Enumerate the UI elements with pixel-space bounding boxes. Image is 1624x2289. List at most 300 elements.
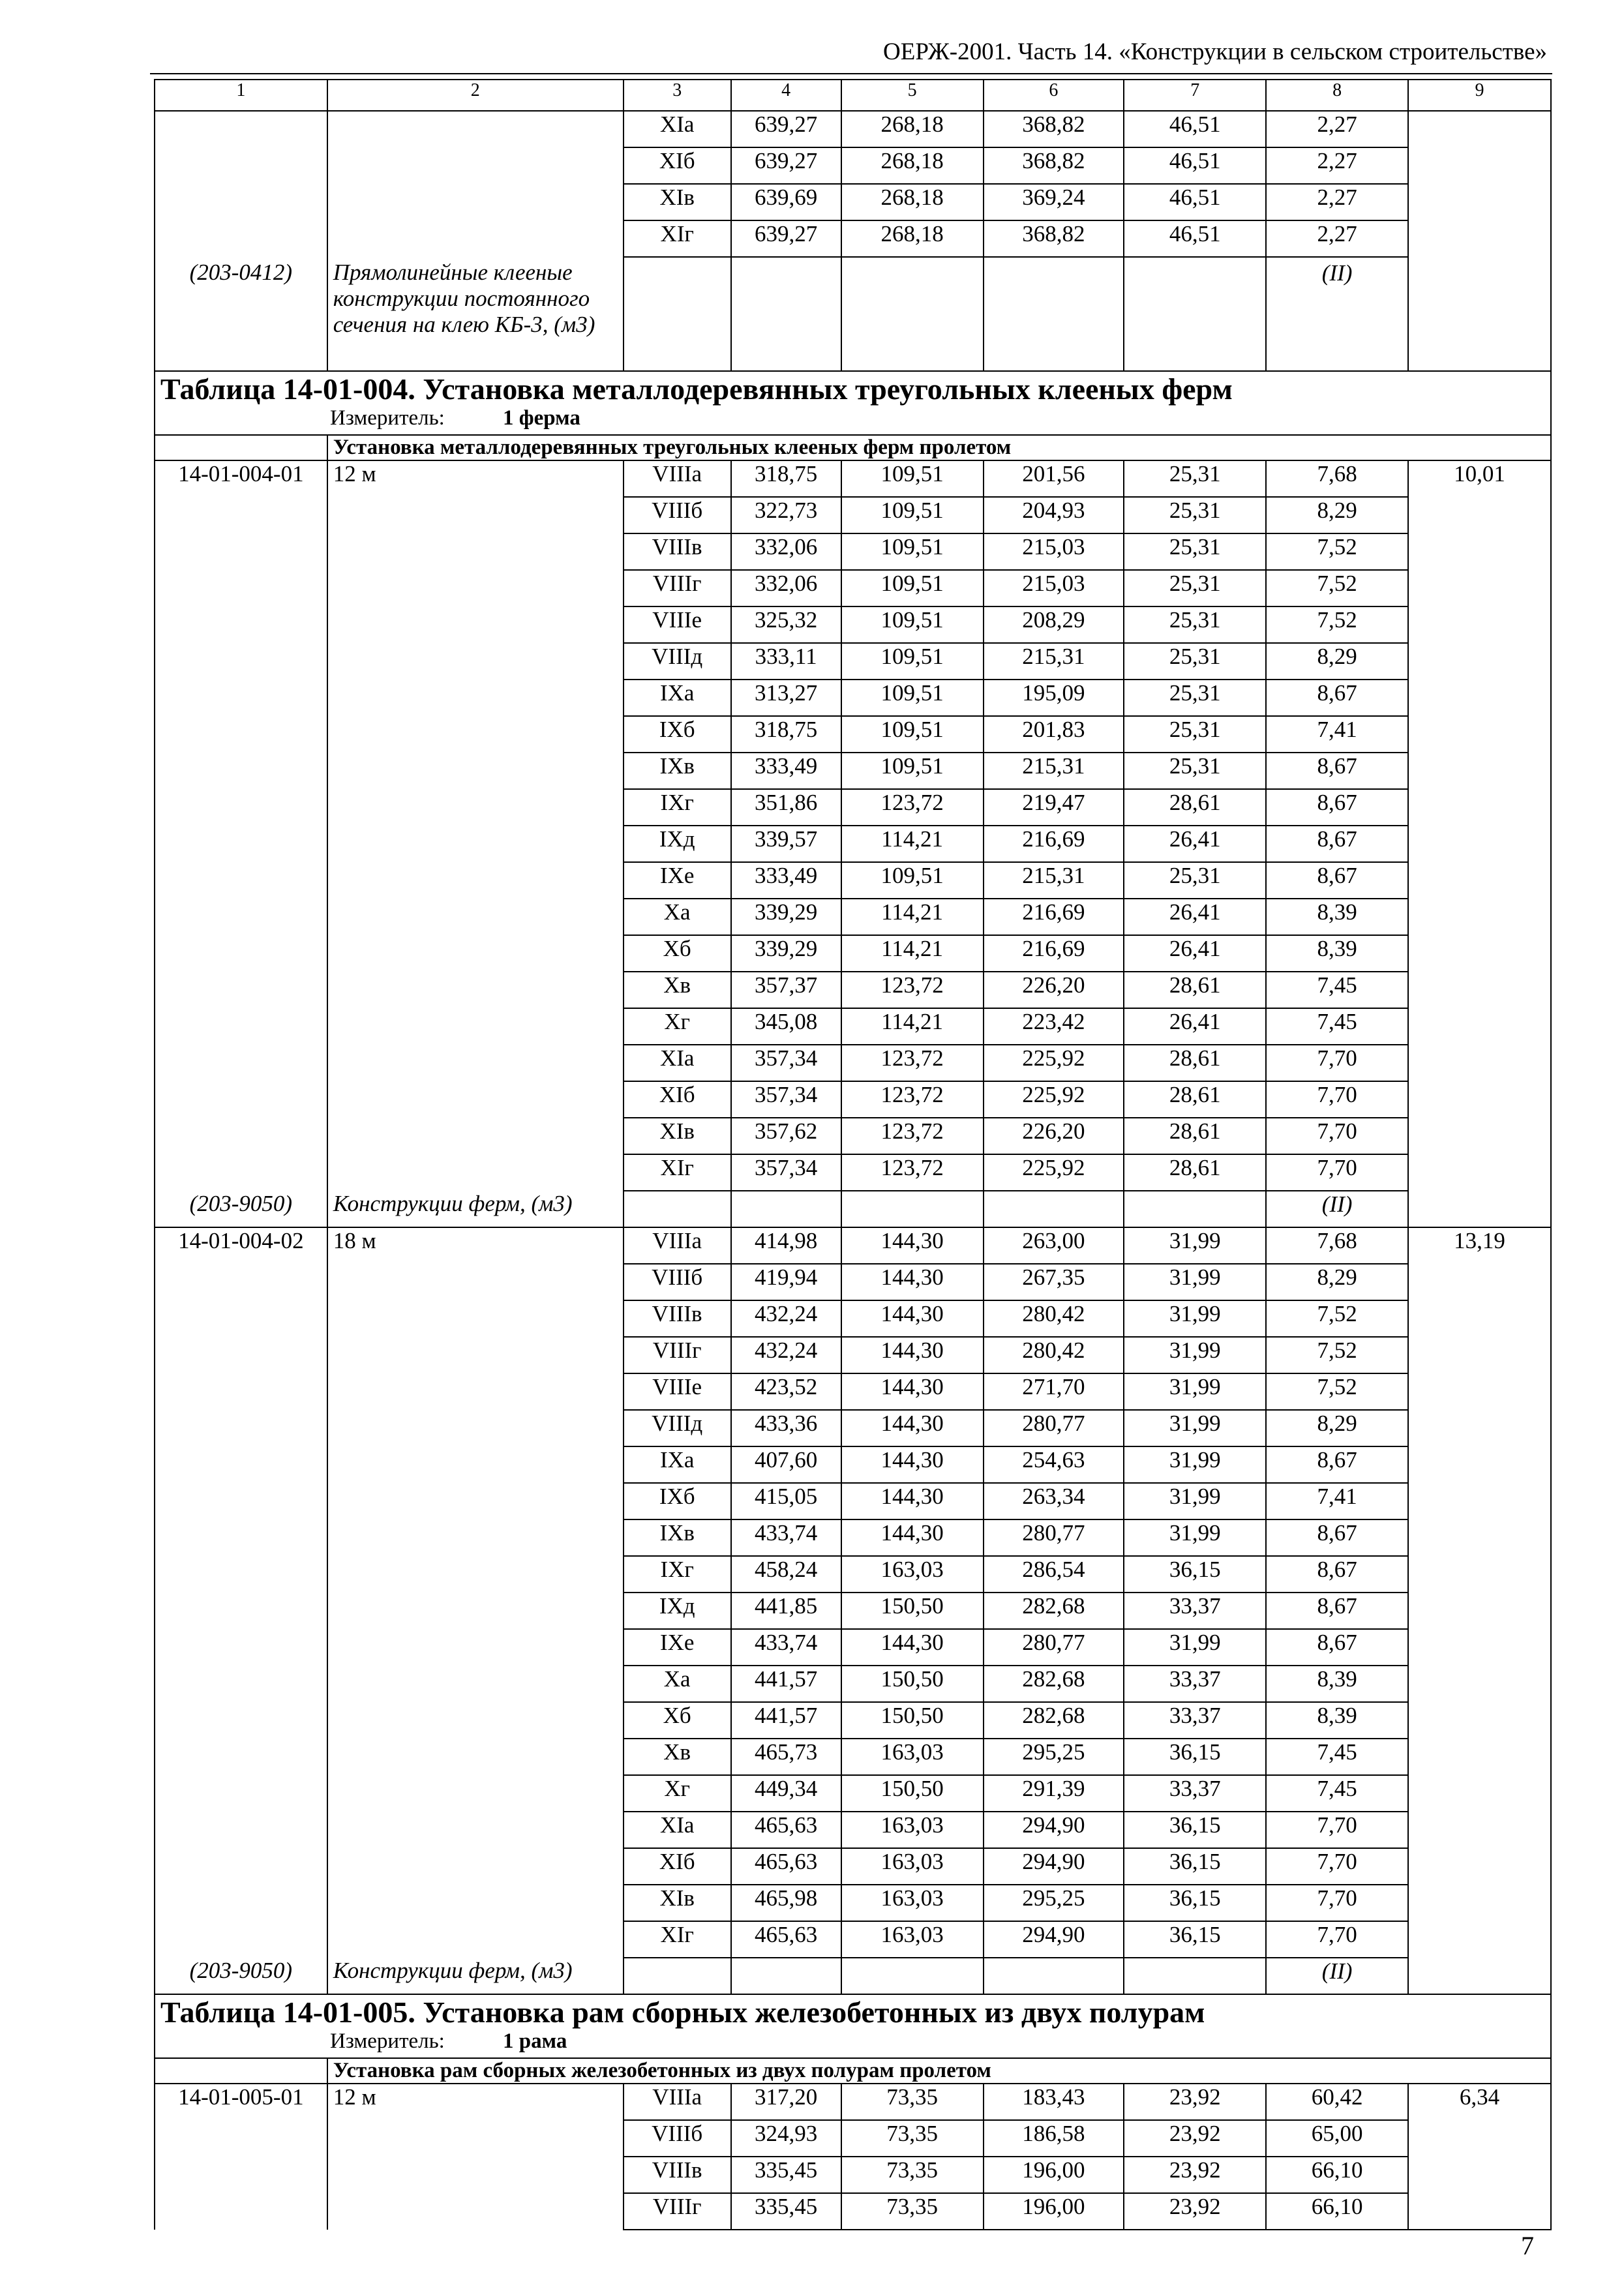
zone-cell: Xв bbox=[624, 972, 731, 1008]
value-cell: 31,99 bbox=[1124, 1410, 1266, 1446]
value-cell: 333,11 bbox=[731, 643, 841, 680]
col9-value bbox=[1408, 111, 1551, 371]
zone-cell: Xг bbox=[624, 1775, 731, 1812]
empty-cell bbox=[624, 1191, 731, 1227]
zone-cell: XIа bbox=[624, 1812, 731, 1848]
col9-value: 13,19 bbox=[1408, 1227, 1551, 1994]
value-cell: 186,58 bbox=[984, 2120, 1124, 2157]
value-cell: 271,70 bbox=[984, 1373, 1124, 1410]
empty-cell bbox=[984, 1191, 1124, 1227]
zone-cell: XIв bbox=[624, 1885, 731, 1921]
value-cell: 449,34 bbox=[731, 1775, 841, 1812]
value-cell: 109,51 bbox=[841, 497, 984, 533]
zone-cell: VIIIб bbox=[624, 2120, 731, 2157]
resource-class: (II) bbox=[1266, 1191, 1408, 1227]
value-cell: 60,42 bbox=[1266, 2084, 1408, 2120]
value-cell: 263,34 bbox=[984, 1483, 1124, 1519]
value-cell: 28,61 bbox=[1124, 1118, 1266, 1154]
value-cell: 324,93 bbox=[731, 2120, 841, 2157]
zone-cell: VIIIб bbox=[624, 497, 731, 533]
value-cell: 280,77 bbox=[984, 1519, 1124, 1556]
column-number-row bbox=[155, 80, 1551, 111]
value-cell: 639,27 bbox=[731, 220, 841, 257]
price-table bbox=[154, 79, 1552, 2230]
value-cell: 441,57 bbox=[731, 1666, 841, 1702]
value-cell: 268,18 bbox=[841, 184, 984, 220]
table-body bbox=[155, 80, 1551, 2230]
value-cell: 318,75 bbox=[731, 460, 841, 497]
table-title: Таблица 14-01-004. Установка металлодеревянных треугольных клееных ферм bbox=[155, 371, 1551, 406]
value-cell: 7,70 bbox=[1266, 1848, 1408, 1885]
value-cell: 25,31 bbox=[1124, 753, 1266, 789]
value-cell: 318,75 bbox=[731, 716, 841, 753]
value-cell: 28,61 bbox=[1124, 1081, 1266, 1118]
value-cell: 465,73 bbox=[731, 1739, 841, 1775]
data-row bbox=[155, 2084, 1551, 2120]
item-code: 14-01-005-01 bbox=[155, 2084, 327, 2230]
value-cell: 31,99 bbox=[1124, 1300, 1266, 1337]
value-cell: 114,21 bbox=[841, 826, 984, 862]
value-cell: 25,31 bbox=[1124, 606, 1266, 643]
item-name: 12 м bbox=[327, 2084, 624, 2230]
value-cell: 458,24 bbox=[731, 1556, 841, 1593]
value-cell: 25,31 bbox=[1124, 497, 1266, 533]
value-cell: 25,31 bbox=[1124, 716, 1266, 753]
value-cell: 7,70 bbox=[1266, 1045, 1408, 1081]
value-cell: 7,70 bbox=[1266, 1885, 1408, 1921]
zone-cell: XIв bbox=[624, 1118, 731, 1154]
empty-cell bbox=[841, 1958, 984, 1994]
value-cell: 204,93 bbox=[984, 497, 1124, 533]
zone-cell: Xв bbox=[624, 1739, 731, 1775]
resource-name: Конструкции ферм, (м3) bbox=[327, 1191, 624, 1227]
zone-cell: XIа bbox=[624, 1045, 731, 1081]
value-cell: 123,72 bbox=[841, 972, 984, 1008]
value-cell: 201,56 bbox=[984, 460, 1124, 497]
value-cell: 294,90 bbox=[984, 1921, 1124, 1958]
value-cell: 441,57 bbox=[731, 1702, 841, 1739]
column-number: 8 bbox=[1266, 80, 1408, 111]
column-number: 4 bbox=[731, 80, 841, 111]
unit-value: 1 рама bbox=[503, 2029, 567, 2053]
item-code: 14-01-004-01 bbox=[155, 460, 327, 1191]
value-cell: 8,67 bbox=[1266, 680, 1408, 716]
value-cell: 215,03 bbox=[984, 570, 1124, 606]
value-cell: 282,68 bbox=[984, 1593, 1124, 1629]
value-cell: 7,52 bbox=[1266, 606, 1408, 643]
value-cell: 268,18 bbox=[841, 111, 984, 147]
resource-class: (II) bbox=[1266, 1958, 1408, 1994]
value-cell: 73,35 bbox=[841, 2193, 984, 2230]
value-cell: 7,68 bbox=[1266, 1227, 1408, 1264]
value-cell: 226,20 bbox=[984, 972, 1124, 1008]
empty-cell bbox=[1124, 1191, 1266, 1227]
page-number: 7 bbox=[1521, 2231, 1534, 2260]
value-cell: 223,42 bbox=[984, 1008, 1124, 1045]
value-cell: 109,51 bbox=[841, 716, 984, 753]
value-cell: 8,67 bbox=[1266, 1446, 1408, 1483]
value-cell: 46,51 bbox=[1124, 220, 1266, 257]
value-cell: 31,99 bbox=[1124, 1227, 1266, 1264]
value-cell: 333,49 bbox=[731, 862, 841, 899]
value-cell: 291,39 bbox=[984, 1775, 1124, 1812]
value-cell: 31,99 bbox=[1124, 1373, 1266, 1410]
value-cell: 163,03 bbox=[841, 1921, 984, 1958]
value-cell: 7,52 bbox=[1266, 533, 1408, 570]
value-cell: 335,45 bbox=[731, 2193, 841, 2230]
zone-cell: VIIIе bbox=[624, 606, 731, 643]
resource-name: Прямолинейные клееные конструкции постоянного сечения на клею КБ-3, (м3) bbox=[327, 257, 624, 371]
zone-cell: VIIIг bbox=[624, 2193, 731, 2230]
value-cell: 144,30 bbox=[841, 1227, 984, 1264]
unit-value: 1 ферма bbox=[503, 406, 580, 430]
value-cell: 26,41 bbox=[1124, 826, 1266, 862]
value-cell: 7,45 bbox=[1266, 1775, 1408, 1812]
running-header: ОЕРЖ-2001. Часть 14. «Конструкции в сельском строительстве» bbox=[883, 38, 1547, 65]
empty-cell bbox=[841, 1191, 984, 1227]
value-cell: 8,29 bbox=[1266, 643, 1408, 680]
unit-label: Измеритель: bbox=[330, 406, 445, 430]
value-cell: 286,54 bbox=[984, 1556, 1124, 1593]
value-cell: 109,51 bbox=[841, 460, 984, 497]
value-cell: 7,52 bbox=[1266, 1337, 1408, 1373]
value-cell: 219,47 bbox=[984, 789, 1124, 826]
value-cell: 216,69 bbox=[984, 935, 1124, 972]
empty-cell bbox=[841, 257, 984, 371]
column-number: 9 bbox=[1408, 80, 1551, 111]
value-cell: 144,30 bbox=[841, 1519, 984, 1556]
value-cell: 7,70 bbox=[1266, 1154, 1408, 1191]
value-cell: 8,67 bbox=[1266, 1629, 1408, 1666]
col9-value: 6,34 bbox=[1408, 2084, 1551, 2230]
value-cell: 7,41 bbox=[1266, 716, 1408, 753]
zone-cell: IXе bbox=[624, 1629, 731, 1666]
resource-name: Конструкции ферм, (м3) bbox=[327, 1958, 624, 1994]
value-cell: 31,99 bbox=[1124, 1337, 1266, 1373]
value-cell: 36,15 bbox=[1124, 1885, 1266, 1921]
value-cell: 196,00 bbox=[984, 2193, 1124, 2230]
value-cell: 267,35 bbox=[984, 1264, 1124, 1300]
value-cell: 280,42 bbox=[984, 1337, 1124, 1373]
value-cell: 280,77 bbox=[984, 1629, 1124, 1666]
value-cell: 7,52 bbox=[1266, 1373, 1408, 1410]
value-cell: 36,15 bbox=[1124, 1812, 1266, 1848]
value-cell: 433,74 bbox=[731, 1629, 841, 1666]
value-cell: 368,82 bbox=[984, 111, 1124, 147]
empty-cell bbox=[624, 1958, 731, 1994]
value-cell: 8,29 bbox=[1266, 497, 1408, 533]
value-cell: 8,29 bbox=[1266, 1410, 1408, 1446]
value-cell: 2,27 bbox=[1266, 111, 1408, 147]
value-cell: 25,31 bbox=[1124, 533, 1266, 570]
value-cell: 368,82 bbox=[984, 220, 1124, 257]
value-cell: 109,51 bbox=[841, 643, 984, 680]
column-number: 7 bbox=[1124, 80, 1266, 111]
zone-cell: VIIIе bbox=[624, 1373, 731, 1410]
value-cell: 33,37 bbox=[1124, 1775, 1266, 1812]
value-cell: 7,68 bbox=[1266, 460, 1408, 497]
resource-row bbox=[155, 257, 1551, 371]
empty-cell bbox=[1124, 257, 1266, 371]
value-cell: 25,31 bbox=[1124, 862, 1266, 899]
value-cell: 144,30 bbox=[841, 1337, 984, 1373]
value-cell: 294,90 bbox=[984, 1848, 1124, 1885]
data-row bbox=[155, 460, 1551, 497]
table-title-row bbox=[155, 371, 1551, 406]
table-title-row bbox=[155, 1994, 1551, 2029]
value-cell: 419,94 bbox=[731, 1264, 841, 1300]
value-cell: 46,51 bbox=[1124, 147, 1266, 184]
value-cell: 163,03 bbox=[841, 1848, 984, 1885]
value-cell: 163,03 bbox=[841, 1556, 984, 1593]
value-cell: 225,92 bbox=[984, 1081, 1124, 1118]
value-cell: 123,72 bbox=[841, 1081, 984, 1118]
zone-cell: IXг bbox=[624, 789, 731, 826]
zone-cell: IXе bbox=[624, 862, 731, 899]
zone-cell: XIг bbox=[624, 1154, 731, 1191]
value-cell: 36,15 bbox=[1124, 1739, 1266, 1775]
value-cell: 216,69 bbox=[984, 826, 1124, 862]
value-cell: 357,62 bbox=[731, 1118, 841, 1154]
item-name bbox=[327, 111, 624, 257]
value-cell: 7,45 bbox=[1266, 1008, 1408, 1045]
value-cell: 357,34 bbox=[731, 1045, 841, 1081]
value-cell: 7,70 bbox=[1266, 1081, 1408, 1118]
value-cell: 114,21 bbox=[841, 1008, 984, 1045]
value-cell: 215,31 bbox=[984, 643, 1124, 680]
value-cell: 208,29 bbox=[984, 606, 1124, 643]
value-cell: 8,67 bbox=[1266, 753, 1408, 789]
value-cell: 46,51 bbox=[1124, 111, 1266, 147]
value-cell: 28,61 bbox=[1124, 1045, 1266, 1081]
value-cell: 335,45 bbox=[731, 2157, 841, 2193]
column-number: 5 bbox=[841, 80, 984, 111]
zone-cell: VIIIд bbox=[624, 1410, 731, 1446]
value-cell: 215,03 bbox=[984, 533, 1124, 570]
subheading: Установка рам сборных железобетонных из двух полурам пролетом bbox=[327, 2058, 1551, 2084]
value-cell: 433,36 bbox=[731, 1410, 841, 1446]
value-cell: 65,00 bbox=[1266, 2120, 1408, 2157]
zone-cell: XIв bbox=[624, 184, 731, 220]
zone-cell: VIIIг bbox=[624, 570, 731, 606]
value-cell: 216,69 bbox=[984, 899, 1124, 935]
value-cell: 368,82 bbox=[984, 147, 1124, 184]
value-cell: 36,15 bbox=[1124, 1556, 1266, 1593]
value-cell: 268,18 bbox=[841, 220, 984, 257]
zone-cell: XIб bbox=[624, 1848, 731, 1885]
value-cell: 414,98 bbox=[731, 1227, 841, 1264]
value-cell: 150,50 bbox=[841, 1775, 984, 1812]
value-cell: 7,70 bbox=[1266, 1812, 1408, 1848]
value-cell: 150,50 bbox=[841, 1593, 984, 1629]
value-cell: 195,09 bbox=[984, 680, 1124, 716]
zone-cell: IXа bbox=[624, 1446, 731, 1483]
value-cell: 8,39 bbox=[1266, 1702, 1408, 1739]
zone-cell: IXд bbox=[624, 1593, 731, 1629]
value-cell: 144,30 bbox=[841, 1264, 984, 1300]
value-cell: 432,24 bbox=[731, 1337, 841, 1373]
unit-cell bbox=[155, 406, 1551, 435]
value-cell: 280,77 bbox=[984, 1410, 1124, 1446]
value-cell: 7,45 bbox=[1266, 1739, 1408, 1775]
value-cell: 7,45 bbox=[1266, 972, 1408, 1008]
value-cell: 36,15 bbox=[1124, 1921, 1266, 1958]
zone-cell: Xб bbox=[624, 1702, 731, 1739]
zone-cell: XIб bbox=[624, 147, 731, 184]
value-cell: 2,27 bbox=[1266, 184, 1408, 220]
value-cell: 225,92 bbox=[984, 1045, 1124, 1081]
value-cell: 123,72 bbox=[841, 789, 984, 826]
value-cell: 357,37 bbox=[731, 972, 841, 1008]
value-cell: 282,68 bbox=[984, 1666, 1124, 1702]
zone-cell: VIIIа bbox=[624, 1227, 731, 1264]
value-cell: 23,92 bbox=[1124, 2084, 1266, 2120]
col9-value: 10,01 bbox=[1408, 460, 1551, 1227]
value-cell: 28,61 bbox=[1124, 789, 1266, 826]
value-cell: 163,03 bbox=[841, 1739, 984, 1775]
resource-row bbox=[155, 1958, 1551, 1994]
value-cell: 8,67 bbox=[1266, 1556, 1408, 1593]
value-cell: 7,52 bbox=[1266, 1300, 1408, 1337]
value-cell: 28,61 bbox=[1124, 1154, 1266, 1191]
value-cell: 26,41 bbox=[1124, 899, 1266, 935]
zone-cell: Xг bbox=[624, 1008, 731, 1045]
value-cell: 215,31 bbox=[984, 862, 1124, 899]
value-cell: 31,99 bbox=[1124, 1264, 1266, 1300]
zone-cell: Xа bbox=[624, 899, 731, 935]
value-cell: 263,00 bbox=[984, 1227, 1124, 1264]
value-cell: 114,21 bbox=[841, 899, 984, 935]
zone-cell: IXд bbox=[624, 826, 731, 862]
subheading-row bbox=[155, 2058, 1551, 2084]
empty-cell bbox=[155, 435, 327, 460]
value-cell: 317,20 bbox=[731, 2084, 841, 2120]
value-cell: 123,72 bbox=[841, 1045, 984, 1081]
value-cell: 109,51 bbox=[841, 862, 984, 899]
resource-class: (II) bbox=[1266, 257, 1408, 371]
value-cell: 339,57 bbox=[731, 826, 841, 862]
value-cell: 407,60 bbox=[731, 1446, 841, 1483]
header-rule bbox=[150, 73, 1552, 74]
value-cell: 325,32 bbox=[731, 606, 841, 643]
value-cell: 226,20 bbox=[984, 1118, 1124, 1154]
value-cell: 8,67 bbox=[1266, 789, 1408, 826]
empty-cell bbox=[984, 1958, 1124, 1994]
value-cell: 432,24 bbox=[731, 1300, 841, 1337]
zone-cell: VIIIа bbox=[624, 460, 731, 497]
value-cell: 322,73 bbox=[731, 497, 841, 533]
column-number: 6 bbox=[984, 80, 1124, 111]
value-cell: 357,34 bbox=[731, 1154, 841, 1191]
value-cell: 73,35 bbox=[841, 2084, 984, 2120]
value-cell: 23,92 bbox=[1124, 2120, 1266, 2157]
value-cell: 150,50 bbox=[841, 1702, 984, 1739]
value-cell: 280,42 bbox=[984, 1300, 1124, 1337]
value-cell: 294,90 bbox=[984, 1812, 1124, 1848]
zone-cell: VIIIв bbox=[624, 1300, 731, 1337]
value-cell: 109,51 bbox=[841, 753, 984, 789]
value-cell: 254,63 bbox=[984, 1446, 1124, 1483]
subheading: Установка металлодеревянных треугольных клееных ферм пролетом bbox=[327, 435, 1551, 460]
empty-cell bbox=[731, 1958, 841, 1994]
value-cell: 8,67 bbox=[1266, 1519, 1408, 1556]
value-cell: 8,39 bbox=[1266, 899, 1408, 935]
zone-cell: IXа bbox=[624, 680, 731, 716]
value-cell: 25,31 bbox=[1124, 643, 1266, 680]
zone-cell: IXб bbox=[624, 1483, 731, 1519]
zone-cell: VIIIв bbox=[624, 2157, 731, 2193]
value-cell: 295,25 bbox=[984, 1739, 1124, 1775]
value-cell: 28,61 bbox=[1124, 972, 1266, 1008]
value-cell: 423,52 bbox=[731, 1373, 841, 1410]
zone-cell: VIIIа bbox=[624, 2084, 731, 2120]
value-cell: 465,98 bbox=[731, 1885, 841, 1921]
column-number: 1 bbox=[155, 80, 327, 111]
value-cell: 183,43 bbox=[984, 2084, 1124, 2120]
zone-cell: XIг bbox=[624, 1921, 731, 1958]
value-cell: 357,34 bbox=[731, 1081, 841, 1118]
value-cell: 333,49 bbox=[731, 753, 841, 789]
value-cell: 268,18 bbox=[841, 147, 984, 184]
value-cell: 2,27 bbox=[1266, 147, 1408, 184]
value-cell: 73,35 bbox=[841, 2120, 984, 2157]
value-cell: 215,31 bbox=[984, 753, 1124, 789]
zone-cell: XIа bbox=[624, 111, 731, 147]
value-cell: 25,31 bbox=[1124, 570, 1266, 606]
value-cell: 163,03 bbox=[841, 1812, 984, 1848]
zone-cell: IXб bbox=[624, 716, 731, 753]
zone-cell: XIб bbox=[624, 1081, 731, 1118]
value-cell: 7,70 bbox=[1266, 1118, 1408, 1154]
value-cell: 109,51 bbox=[841, 533, 984, 570]
item-name: 18 м bbox=[327, 1227, 624, 1958]
value-cell: 8,67 bbox=[1266, 862, 1408, 899]
subheading-row bbox=[155, 435, 1551, 460]
value-cell: 639,69 bbox=[731, 184, 841, 220]
value-cell: 295,25 bbox=[984, 1885, 1124, 1921]
value-cell: 31,99 bbox=[1124, 1483, 1266, 1519]
value-cell: 345,08 bbox=[731, 1008, 841, 1045]
value-cell: 109,51 bbox=[841, 680, 984, 716]
value-cell: 31,99 bbox=[1124, 1629, 1266, 1666]
value-cell: 332,06 bbox=[731, 570, 841, 606]
value-cell: 25,31 bbox=[1124, 460, 1266, 497]
value-cell: 26,41 bbox=[1124, 935, 1266, 972]
item-code bbox=[155, 111, 327, 257]
zone-cell: VIIIб bbox=[624, 1264, 731, 1300]
unit-label: Измеритель: bbox=[330, 2029, 445, 2053]
value-cell: 33,37 bbox=[1124, 1702, 1266, 1739]
zone-cell: Xа bbox=[624, 1666, 731, 1702]
column-number: 3 bbox=[624, 80, 731, 111]
zone-cell: VIIIв bbox=[624, 533, 731, 570]
value-cell: 73,35 bbox=[841, 2157, 984, 2193]
value-cell: 351,86 bbox=[731, 789, 841, 826]
value-cell: 150,50 bbox=[841, 1666, 984, 1702]
value-cell: 66,10 bbox=[1266, 2193, 1408, 2230]
value-cell: 339,29 bbox=[731, 935, 841, 972]
value-cell: 8,39 bbox=[1266, 1666, 1408, 1702]
value-cell: 144,30 bbox=[841, 1629, 984, 1666]
zone-cell: IXв bbox=[624, 753, 731, 789]
resource-code: (203-9050) bbox=[155, 1191, 327, 1227]
resource-code: (203-0412) bbox=[155, 257, 327, 371]
value-cell: 196,00 bbox=[984, 2157, 1124, 2193]
zone-cell: IXг bbox=[624, 1556, 731, 1593]
empty-cell bbox=[731, 1191, 841, 1227]
zone-cell: IXв bbox=[624, 1519, 731, 1556]
empty-cell bbox=[624, 257, 731, 371]
